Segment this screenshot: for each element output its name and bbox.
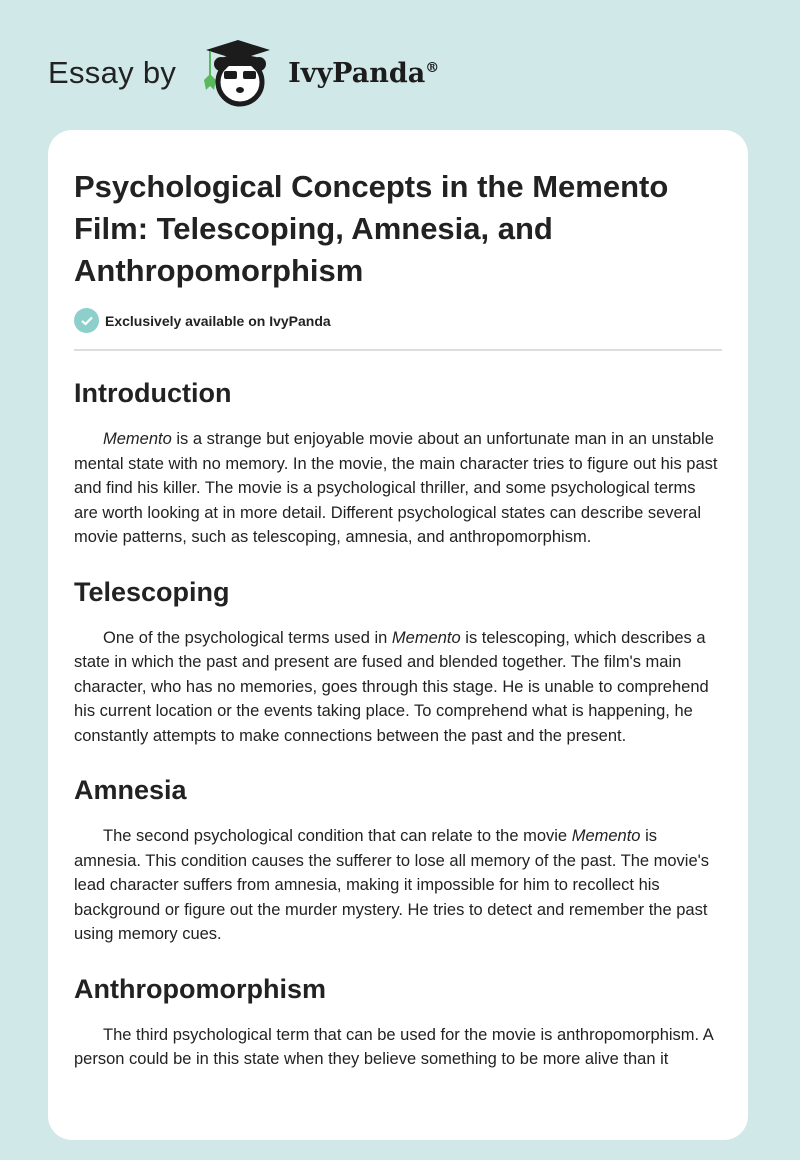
- text: is amnesia. This condition causes the sufferer to lose all memory of the past. The movie's lead character suffers from amnesia, making it impossible for him to recollect his background or figure out the murder mystery. He tries to detect and remember the past using memory cues.: [74, 827, 710, 943]
- essay-title: Psychological Concepts in the Memento Film: Telescoping, Amnesia, and Anthropomorphism: [74, 169, 669, 288]
- film-title: Memento: [571, 827, 641, 845]
- badge-text: Exclusively available on IvyPanda: [105, 312, 331, 329]
- site-header: [48, 38, 439, 108]
- exclusive-badge: [74, 308, 722, 333]
- section-heading: Anthropomorphism: [74, 973, 326, 1004]
- divider: [74, 349, 722, 351]
- text: The second psychological condition that can relate to the movie: [103, 827, 572, 845]
- section-heading: Introduction: [74, 378, 232, 408]
- text: is a strange but enjoyable movie about an unfortunate man in an unstable mental state with no memory. In the movie, the main character tries to figure out his past and find his killer. The movie is a psychological thriller, and some psychological terms are worth looking at in more detail. Different psychological states can describe several movie patterns, such as telescoping, amnesia, and anthropomorphism.: [74, 430, 718, 546]
- essay-card: [48, 130, 748, 1140]
- section-paragraph: [74, 626, 722, 749]
- section-heading: Telescoping: [74, 576, 230, 607]
- section-paragraph: [74, 824, 722, 947]
- brand-name[interactable]: [288, 58, 439, 89]
- section-heading: Amnesia: [74, 775, 187, 805]
- text: One of the psychological terms used in: [103, 628, 392, 647]
- text: The third psychological term that can be used for the movie is anthropomorphism. A person could be in this state when they believe something to be more alive than it: [74, 1025, 713, 1068]
- section-paragraph: [74, 427, 722, 550]
- registered-mark: ®: [425, 59, 440, 76]
- ivypanda-logo-icon[interactable]: [194, 38, 280, 108]
- section-paragraph: [74, 1023, 722, 1072]
- film-title: Memento: [103, 430, 172, 448]
- brand-text: IvyPanda: [288, 57, 426, 89]
- text: is telescoping, which describes a state in which the past and present are fused and blended together. The film's main character, who has no memories, goes through this stage. He is unable to comprehend his current location or the events taking place. To comprehend what is happening, he constantly attempts to make connections between the past and the present.: [74, 628, 709, 745]
- film-title: Memento: [391, 628, 461, 647]
- check-icon: [74, 308, 99, 333]
- essay-by-label: Essay by: [48, 55, 177, 90]
